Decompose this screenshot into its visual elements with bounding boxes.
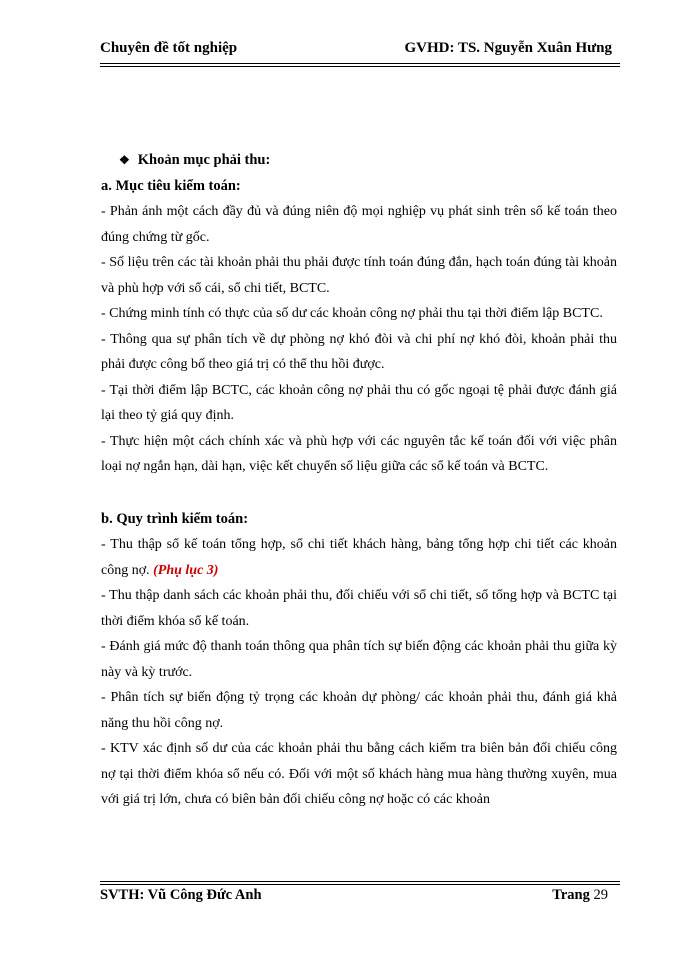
part-a-heading: a. Mục tiêu kiểm toán: bbox=[101, 177, 241, 194]
part-a-item: - Thông qua sự phân tích về dự phòng nợ khó đòi và chi phí nợ khó đòi, khoản phải thu phải được công bố theo giá trị có thể thu hồi được. bbox=[101, 331, 617, 372]
section-title bbox=[101, 148, 617, 174]
part-b-item: - KTV xác định số dư của các khoản phải thu bằng cách kiểm tra biên bản đối chiếu công nợ tại thời điểm khóa sổ nếu có. Đối với một số khách hàng mua hàng thường xuyên, mua với giá trị lớn, chưa có biên bản đối chiếu công nợ hoặc có các khoản bbox=[101, 741, 617, 807]
header-rule bbox=[100, 63, 620, 64]
diamond-bullet-icon: ❖ bbox=[119, 153, 130, 167]
part-b-item: - Phân tích sự biến động tỷ trọng các khoản dự phòng/ các khoản phải thu, đánh giá khả năng thu hồi công nợ. bbox=[101, 690, 617, 731]
appendix-reference: (Phụ lục 3) bbox=[153, 562, 219, 578]
footer-rule-thin bbox=[100, 884, 620, 885]
part-b-item bbox=[101, 532, 617, 583]
part-a-item: - Phản ánh một cách đầy đủ và đúng niên độ mọi nghiệp vụ phát sinh trên sổ kế toán theo đúng chứng từ gốc. bbox=[101, 204, 617, 245]
paragraph-spacer bbox=[101, 480, 617, 507]
part-b-item: - Đánh giá mức độ thanh toán thông qua phân tích sự biến động các khoản phải thu giữa kỳ này và kỳ trước. bbox=[101, 639, 617, 680]
page-footer bbox=[100, 887, 620, 909]
page-number-value: 29 bbox=[593, 887, 608, 903]
header-document-title: Chuyên đề tốt nghiệp bbox=[100, 40, 238, 56]
part-a-item: - Tại thời điểm lập BCTC, các khoản công nợ phải thu có gốc ngoại tệ phải được đánh giá lại theo tỷ giá quy định. bbox=[101, 382, 617, 423]
part-a-item: - Thực hiện một cách chính xác và phù hợp với các nguyên tắc kế toán đối với việc phân loại nợ ngắn hạn, dài hạn, việc kết chuyển số liệu giữa các sổ kế toán và BCTC. bbox=[101, 433, 617, 474]
part-b-item-text: - Thu thập sổ kế toán tổng hợp, sổ chi tiết khách hàng, bảng tổng hợp chi tiết các khoản công nợ. bbox=[101, 537, 617, 578]
footer-student: SVTH: Vũ Công Đức Anh bbox=[100, 887, 262, 903]
page-number bbox=[552, 887, 608, 904]
part-b-item: - Thu thập danh sách các khoản phải thu, đối chiếu với sổ chi tiết, sổ tổng hợp và BCTC tại thời điểm khóa sổ kế toán. bbox=[101, 588, 617, 629]
part-a-item: - Chứng minh tính có thực của số dư các khoản công nợ phải thu tại thời điểm lập BCTC. bbox=[101, 306, 603, 321]
part-a-item: - Số liệu trên các tài khoản phải thu phải được tính toán đúng đắn, hạch toán đúng tài khoản và phù hợp với sổ cái, sổ chi tiết, BCTC. bbox=[101, 255, 617, 296]
page-header bbox=[100, 40, 620, 64]
header-advisor: GVHD: TS. Nguyễn Xuân Hưng bbox=[404, 40, 612, 56]
section-title-text: Khoản mục phải thu: bbox=[137, 152, 271, 168]
footer-rule bbox=[100, 881, 620, 882]
part-b-heading: b. Quy trình kiểm toán: bbox=[101, 510, 249, 527]
page-label: Trang bbox=[552, 887, 590, 903]
header-rule-thin bbox=[100, 66, 620, 67]
page-body bbox=[101, 148, 617, 813]
